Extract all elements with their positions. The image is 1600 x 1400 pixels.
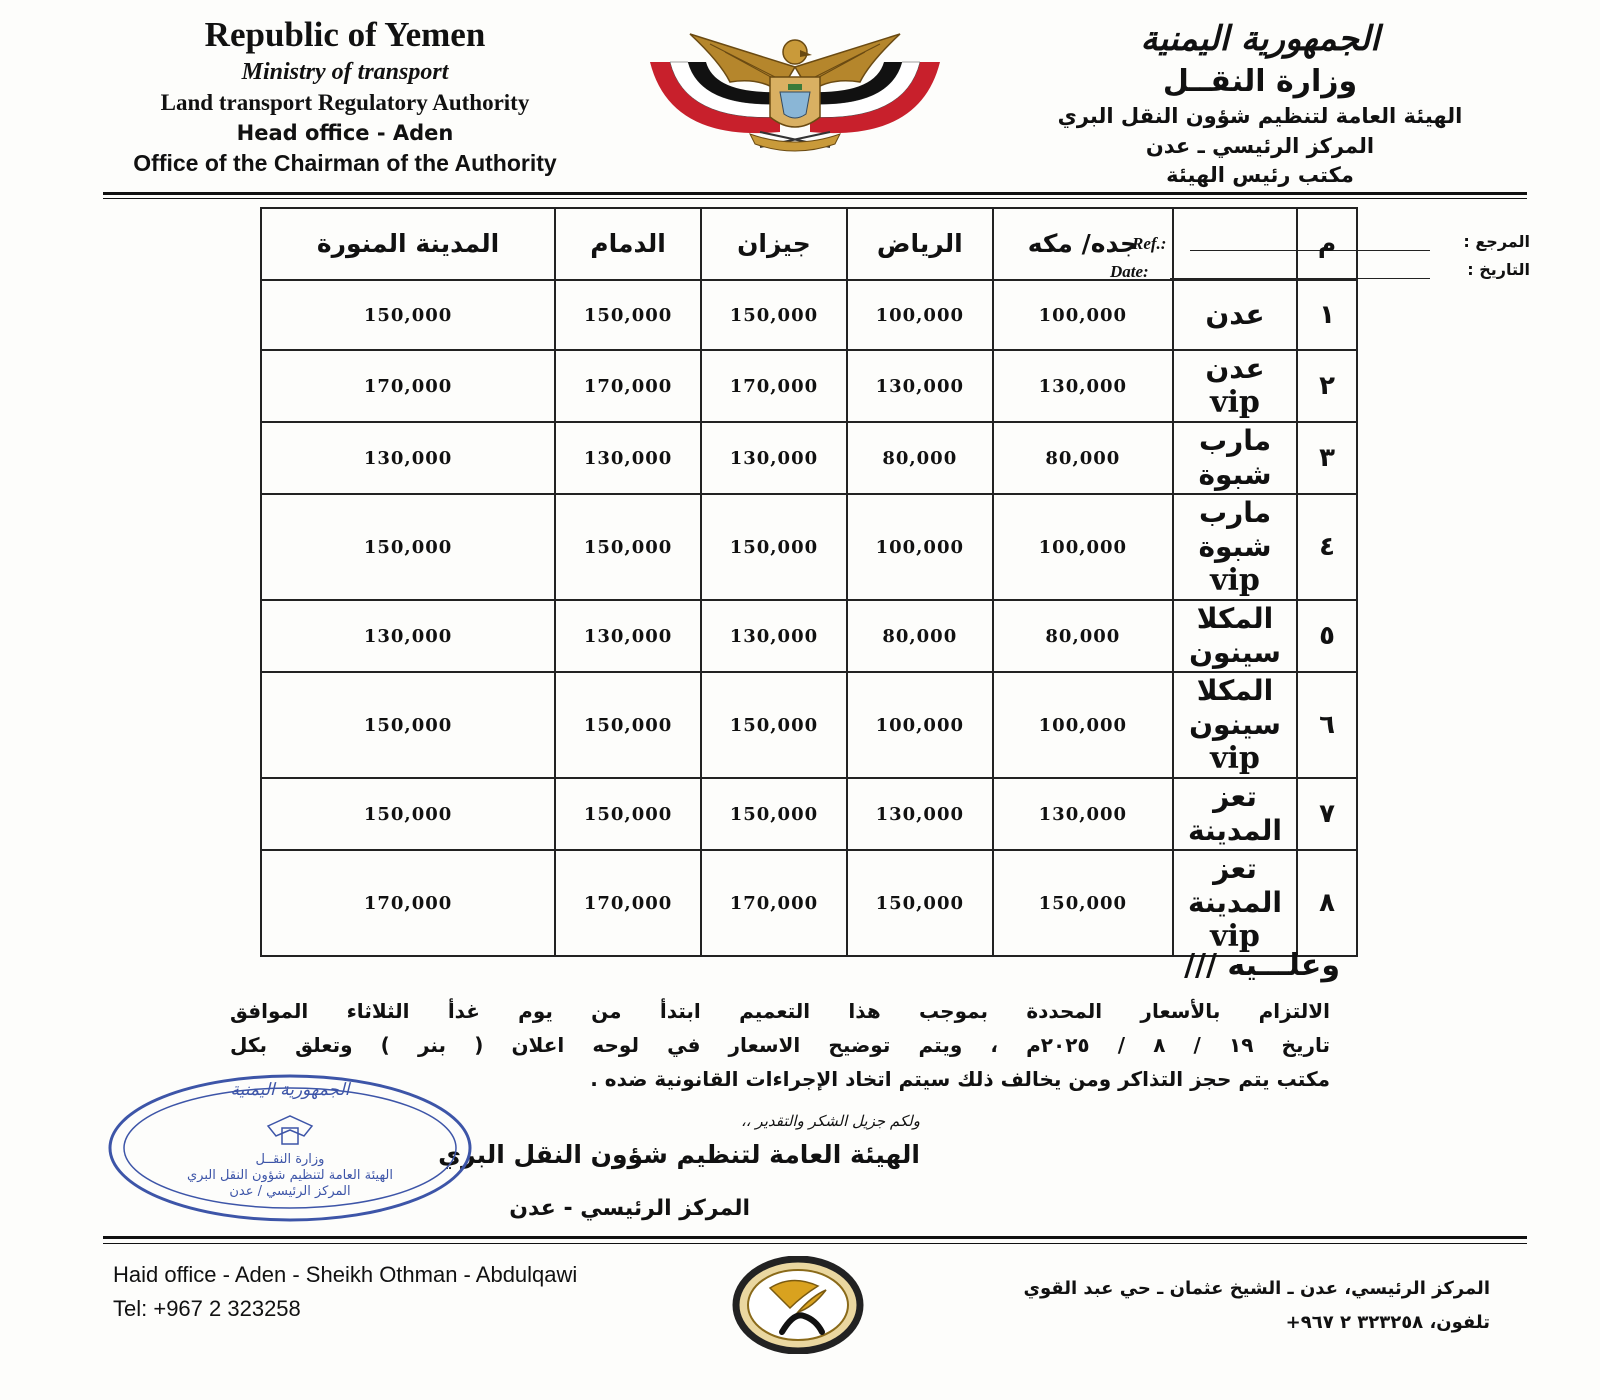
origin-cell	[1173, 600, 1297, 672]
authority-ar: الهيئة العامة لتنظيم شؤون النقل البري	[1057, 104, 1463, 128]
header-madinah: المدينة المنورة	[261, 208, 555, 280]
signature-office: المركز الرئيسي - عدن	[509, 1196, 750, 1221]
table-row	[261, 600, 1357, 672]
footer-tel-en: Tel: +967 2 323258	[113, 1296, 301, 1321]
row-number: ٦	[1297, 672, 1357, 778]
ministry-en: Ministry of transport	[241, 59, 449, 85]
row-number: ٧	[1297, 778, 1357, 850]
price-cell: 170,000	[701, 850, 847, 956]
price-cell: 130,000	[993, 350, 1173, 422]
origin-line: شبوة	[1198, 530, 1272, 563]
header-jeddah-makkah: جده/ مكه	[993, 208, 1173, 280]
price-cell: 150,000	[701, 778, 847, 850]
row-number: ١	[1297, 280, 1357, 350]
office-ar: المركز الرئيسي ـ عدن	[1145, 134, 1375, 158]
origin-line: تعز	[1213, 852, 1257, 885]
price-cell: 150,000	[261, 778, 555, 850]
origin-line: مارب	[1198, 424, 1272, 457]
footer-address-ar: المركز الرئيسي، عدن ـ الشيخ عثمان ـ حي عبد القوي	[1023, 1278, 1490, 1299]
intro-heading: وعلـــيه ///	[1184, 948, 1340, 983]
table-row	[261, 494, 1357, 600]
ref-label-ar: المرجع :	[1463, 232, 1530, 251]
origin-line: المكلا	[1196, 602, 1274, 635]
table-row	[261, 422, 1357, 494]
price-cell: 80,000	[847, 600, 993, 672]
price-cell: 170,000	[555, 850, 701, 956]
origin-line: تعز	[1213, 780, 1257, 813]
country-ar: الجمهورية اليمنية	[1140, 19, 1380, 59]
origin-cell	[1173, 672, 1297, 778]
price-cell: 100,000	[993, 672, 1173, 778]
price-cell: 150,000	[555, 494, 701, 600]
origin-line: vip	[1210, 385, 1260, 420]
chairman-en: Office of the Chairman of the Authority	[133, 150, 557, 176]
price-cell: 150,000	[701, 280, 847, 350]
price-cell: 150,000	[555, 672, 701, 778]
body-line-2: تاريخ ١٩ / ٨ / ٢٠٢٥م ، ويتم توضيح الاسعار في لوحه اعلان ( بنر ) وتعلق بكل	[230, 1033, 1331, 1057]
price-cell: 150,000	[261, 494, 555, 600]
table-row	[261, 850, 1357, 956]
header-number: م	[1297, 208, 1357, 280]
footer-address-en: Haid office - Aden - Sheikh Othman - Abdulqawi	[113, 1262, 578, 1287]
price-cell: 130,000	[701, 422, 847, 494]
price-cell: 100,000	[847, 494, 993, 600]
table-row	[261, 280, 1357, 350]
price-cell: 100,000	[847, 672, 993, 778]
price-cell: 130,000	[261, 600, 555, 672]
authority-en: Land transport Regulatory Authority	[160, 90, 530, 115]
origin-line: vip	[1210, 741, 1260, 776]
price-cell: 100,000	[847, 280, 993, 350]
chairman-ar: مكتب رئيس الهيئة	[1166, 163, 1354, 187]
price-cell: 170,000	[261, 850, 555, 956]
origin-cell	[1173, 280, 1297, 350]
table-header-row	[261, 208, 1357, 280]
price-cell: 130,000	[555, 422, 701, 494]
table-row	[261, 672, 1357, 778]
row-number: ٤	[1297, 494, 1357, 600]
header-divider	[103, 192, 1527, 195]
origin-line: مارب	[1198, 496, 1272, 529]
footer-divider	[103, 1236, 1527, 1239]
origin-line: vip	[1210, 563, 1260, 598]
price-cell: 150,000	[993, 850, 1173, 956]
body-line-1: الالتزام بالأسعار المحددة بموجب هذا التعميم ابتدأ من يوم غدأ الثلاثاء الموافق	[230, 999, 1330, 1023]
header-riyadh: الرياض	[847, 208, 993, 280]
footer-tel-ar: تلفون، ٣٢٣٢٥٨ ٢ ٩٦٧+	[1285, 1312, 1490, 1333]
price-cell: 170,000	[261, 350, 555, 422]
price-cell: 150,000	[261, 280, 555, 350]
origin-cell	[1173, 422, 1297, 494]
origin-line: vip	[1210, 919, 1260, 954]
authority-logo-icon	[732, 1256, 864, 1354]
price-cell: 130,000	[261, 422, 555, 494]
price-cell: 100,000	[993, 494, 1173, 600]
date-label-en: Date:	[1110, 262, 1149, 281]
row-number: ٨	[1297, 850, 1357, 956]
origin-line: المدينة	[1188, 814, 1282, 847]
origin-line: عدن	[1205, 352, 1265, 385]
price-cell: 130,000	[993, 778, 1173, 850]
office-en: Head office - Aden	[236, 121, 454, 145]
country-en: Republic of Yemen	[204, 15, 486, 54]
stamp-top-text: الجمهورية اليمنية	[230, 1080, 350, 1100]
origin-line: المكلا	[1196, 674, 1274, 707]
footer-divider-thin	[103, 1243, 1527, 1244]
header-english	[100, 14, 590, 178]
origin-line: المدينة	[1188, 886, 1282, 919]
stamp-middle	[105, 1152, 475, 1200]
stamp-ministry: وزارة النقــل	[255, 1152, 325, 1167]
header-arabic	[1015, 14, 1505, 190]
body-line-3: مكتب يتم حجز التذاكر ومن يخالف ذلك سيتم اتخاد الإجراءات القانونية ضده .	[590, 1067, 1330, 1091]
price-cell: 130,000	[847, 778, 993, 850]
thanks-line: ولكم جزيل الشكر والتقدير ،،	[740, 1112, 920, 1130]
price-cell: 130,000	[847, 350, 993, 422]
header-divider-thin	[103, 198, 1527, 199]
date-label-ar: التاريخ :	[1467, 260, 1530, 279]
header-jizan: جيزان	[701, 208, 847, 280]
stamp-office: المركز الرئيسي / عدن	[229, 1184, 351, 1199]
price-cell: 170,000	[701, 350, 847, 422]
price-table	[260, 207, 1358, 957]
price-cell: 80,000	[993, 422, 1173, 494]
header-origin	[1173, 208, 1297, 280]
origin-cell	[1173, 350, 1297, 422]
row-number: ٣	[1297, 422, 1357, 494]
price-cell: 80,000	[993, 600, 1173, 672]
price-cell: 150,000	[701, 494, 847, 600]
origin-line: سينون	[1189, 708, 1281, 741]
price-cell: 80,000	[847, 422, 993, 494]
price-cell: 150,000	[555, 280, 701, 350]
price-cell: 150,000	[555, 778, 701, 850]
signature-authority: الهيئة العامة لتنظيم شؤون النقل البري	[438, 1140, 920, 1169]
yemen-eagle-emblem-icon	[630, 22, 960, 157]
price-cell: 170,000	[555, 350, 701, 422]
ref-label-en: Ref.:	[1132, 234, 1167, 253]
table-row	[261, 778, 1357, 850]
origin-line: عدن	[1205, 298, 1265, 331]
table-row	[261, 350, 1357, 422]
origin-cell	[1173, 850, 1297, 956]
price-cell: 150,000	[847, 850, 993, 956]
price-cell: 150,000	[261, 672, 555, 778]
origin-cell	[1173, 778, 1297, 850]
ministry-ar: وزارة النقــل	[1162, 64, 1358, 99]
origin-cell	[1173, 494, 1297, 600]
price-cell: 130,000	[555, 600, 701, 672]
origin-line: شبوة	[1198, 458, 1272, 491]
header-dammam: الدمام	[555, 208, 701, 280]
origin-line: سينون	[1189, 636, 1281, 669]
row-number: ٢	[1297, 350, 1357, 422]
price-cell: 130,000	[701, 600, 847, 672]
official-stamp	[105, 1072, 475, 1224]
row-number: ٥	[1297, 600, 1357, 672]
price-cell: 150,000	[701, 672, 847, 778]
price-cell: 100,000	[993, 280, 1173, 350]
stamp-authority: الهيئة العامة لتنظيم شؤون النقل البري	[186, 1168, 394, 1183]
